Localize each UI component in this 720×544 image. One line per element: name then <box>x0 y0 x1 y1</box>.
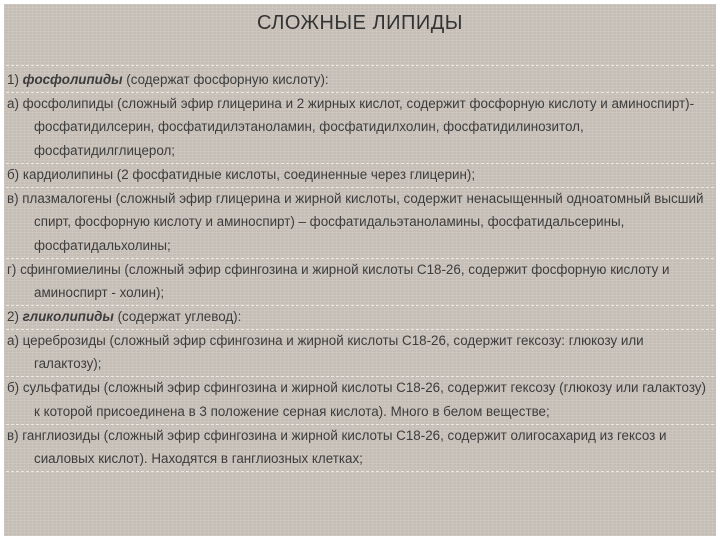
list-item-glycolipids-heading <box>7 305 710 329</box>
list-item: г) сфингомиелины (сложный эфир сфингозина и жирной кислоты С18-26, содержит фосфорную кислоту и аминоспирт - холин); <box>7 261 670 301</box>
item-term: фосфолипиды <box>22 72 123 87</box>
divider <box>6 92 714 93</box>
divider <box>6 424 714 425</box>
slide <box>4 4 716 536</box>
item-term: гликолипиды <box>22 309 114 325</box>
slide-content <box>7 68 710 471</box>
divider <box>6 471 714 472</box>
list-item: б) сульфатиды (сложный эфир сфингозина и жирной кислоты С18-26, содержит гексозу (глюкозу или галактозу) к которой присоединена в 3 положение серная кислота). Много в белом веществе; <box>7 380 706 419</box>
divider <box>6 163 714 164</box>
item-prefix: 2) <box>7 309 23 325</box>
divider <box>6 329 714 330</box>
list-item: а) фосфолипиды (сложный эфир глицерина и 2 жирных кислот, содержит фосфорную кислоту и аминоспирт)- фосфатидилсерин, фосфатидилэтаноламин, фосфатидилхолин, фосфатидилинозитол, фосфатидилглицерол; <box>7 95 695 159</box>
item-prefix: 1) <box>7 72 23 87</box>
slide-title: СЛОЖНЫЕ ЛИПИДЫ <box>256 12 464 34</box>
divider <box>6 376 714 377</box>
item-suffix: (содержат углевод): <box>113 309 242 325</box>
item-suffix: (содержат фосфорную кислоту): <box>122 72 329 87</box>
divider <box>6 305 714 306</box>
list-item-phospholipids-heading <box>7 68 710 92</box>
list-item: а) цереброзиды (сложный эфир сфингозина и жирной кислоты С18-26, содержит гексозу: глюкозу или галактозу); <box>7 332 644 372</box>
divider <box>6 65 714 66</box>
divider <box>6 258 714 259</box>
list-item: в) ганглиозиды (сложный эфир сфингозина и жирной кислоты С18-26, содержит олигосахарид из гексоз и сиаловых кислот). Находятся в ганглиозных клетках; <box>7 427 667 467</box>
divider <box>6 187 714 188</box>
list-item: в) плазмалогены (сложный эфир глицерина и жирной кислоты, содержит ненасыщенный одноатомный высший спирт, фосфорную кислоту и аминоспирт) – фосфатидальэтаноламины, фосфатидальсерины, фосфатидальхолины; <box>7 190 704 253</box>
list-item: б) кардиолипины (2 фосфатидные кислоты, соединенные через глицерин); <box>7 166 476 182</box>
